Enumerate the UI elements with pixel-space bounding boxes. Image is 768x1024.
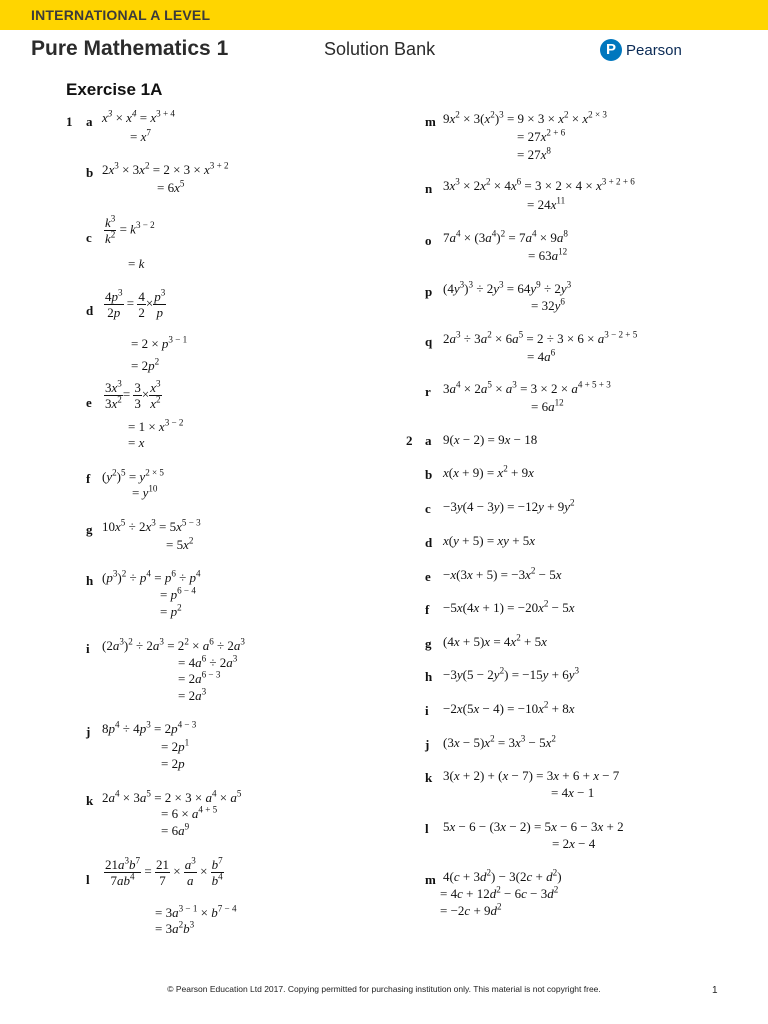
part-label-1o: o	[425, 233, 432, 248]
solution-1k-line-3: = $6a^9$	[161, 821, 190, 838]
solution-2j-line-1: $(3x - 5)x^2 = 3x^3 - 5x^2$	[443, 733, 556, 750]
part-label-1p: p	[425, 284, 433, 299]
solution-1l-line-3: = $3a^2b^3$	[155, 919, 195, 936]
solution-1d-line-1: $\frac{4p^3}{2p}$ = $\frac{4}{2}$ × $\frac{p^3}{p}$	[105, 287, 166, 320]
solution-1o-line-1: $7a^4 \times (3a^4)^2 = 7a^4 \times 9a^8$	[443, 228, 568, 245]
pearson-logo	[600, 39, 682, 61]
solution-1f-line-2: = $y^{10}$	[132, 483, 158, 500]
solution-2f-line-1: $-5x(4x + 1) = -20x^2 - 5x$	[443, 598, 575, 615]
solution-1k-line-1: $2a^4 \times 3a^5 = 2 \times 3 \times a^4 \times a^5$	[102, 788, 242, 805]
part-label-2l: l	[425, 821, 429, 836]
part-label-2m: m	[425, 872, 436, 887]
solution-1h-line-3: = $p^2$	[160, 602, 182, 619]
solution-1c-line-2: = k	[128, 256, 145, 271]
solution-1o-line-2: = $63a^{12}$	[528, 246, 568, 263]
solution-1m-line-3: = $27x^8$	[517, 145, 551, 162]
pearson-logo-icon: P	[600, 39, 622, 61]
part-label-2b: b	[425, 467, 433, 482]
solution-2a-line-1: 9(x − 2) = 9x − 18	[443, 432, 538, 447]
solution-1g-line-1: $10x^5 \div 2x^3 = 5x^{5 - 3}$	[102, 517, 201, 534]
part-label-1d: d	[86, 303, 94, 318]
solution-bank-title: Solution Bank	[324, 39, 436, 59]
solution-1a-line-1: $x^3 \times x^4 = x^{3 + 4}$	[102, 108, 175, 125]
part-label-1a: a	[86, 114, 93, 129]
part-label-1q: q	[425, 334, 433, 349]
part-label-2a: a	[425, 433, 432, 448]
solution-1d-line-3: = $2p^2$	[131, 356, 160, 373]
solution-1f-line-1: $(y^2)^5 = y^{2 \times 5}$	[102, 467, 164, 484]
solution-1l-line-2: = $3a^{3 - 1} \times b^{7 - 4}$	[155, 903, 237, 920]
solution-1l-line-1: $\frac{21a^3b^7}{7ab^4}$ = $\frac{21}{7}$ × $\frac{a^3}{a}$ × $\frac{b^7}{b^4}$	[105, 855, 223, 888]
solution-1r-line-1: $3a^4 \times 2a^5 \times a^3 = 3 \times 2 \times a^{4 + 5 + 3}$	[443, 379, 611, 396]
solution-1n-line-2: = $24x^{11}$	[527, 195, 566, 212]
part-label-1c: c	[86, 230, 92, 245]
solution-2k-line-1: 3(x + 2) + (x − 7) = 3x + 6 + x − 7	[443, 768, 620, 783]
solution-1q-line-2: = $4a^6$	[527, 347, 556, 364]
solution-1e-line-2: = $1 \times x^{3 - 2}$	[128, 417, 184, 434]
part-label-1l: l	[86, 872, 90, 887]
question-number-2: 2	[406, 433, 413, 448]
part-label-1f: f	[86, 471, 91, 486]
exercise-title: Exercise 1A	[66, 80, 163, 99]
solution-1b-line-1: $2x^3 \times 3x^2 = 2 \times 3 \times x^{3 + 2}$	[102, 160, 229, 177]
part-label-1r: r	[425, 384, 431, 399]
part-label-1g: g	[86, 522, 93, 537]
solution-1n-line-1: $3x^3 \times 2x^2 \times 4x^6 = 3 \times 2 \times 4 \times x^{3 + 2 + 6}$	[443, 176, 635, 193]
page-number: 1	[712, 985, 718, 996]
solution-2d-line-1: x(y + 5) = xy + 5x	[443, 533, 536, 548]
solution-1d-line-2: = $2 \times p^{3 - 1}$	[131, 334, 188, 351]
solution-1i-line-4: = $2a^3$	[178, 686, 207, 703]
solution-2m-line-1: $4(c + 3d^2) - 3(2c + d^2)$	[443, 867, 562, 884]
solution-1q-line-1: $2a^3 \div 3a^2 \times 6a^5 = 2 \div 3 \times 6 \times a^{3 - 2 + 5}$	[443, 329, 638, 346]
solution-2e-line-1: $-x(3x + 5) = -3x^2 - 5x$	[443, 565, 562, 582]
solution-2m-line-2: = $4c + 12d^2 - 6c - 3d^2$	[440, 884, 559, 901]
solution-2h-line-1: $-3y(5 - 2y^2) = -15y + 6y^3$	[443, 665, 580, 682]
part-label-2i: i	[425, 703, 429, 718]
part-label-2h: h	[425, 669, 433, 684]
question-number-1: 1	[66, 114, 73, 129]
solution-1j-line-2: = $2p^1$	[161, 737, 190, 754]
book-title: Pure Mathematics 1	[31, 37, 229, 60]
part-label-1i: i	[86, 641, 90, 656]
solution-2m-line-3: = $-2c + 9d^2$	[440, 901, 502, 918]
solution-1m-line-2: = $27x^{2 + 6}$	[517, 127, 566, 144]
solution-1i-line-1: $(2a^3)^2 \div 2a^3 = 2^2 \times a^6 \div 2a^3$	[102, 636, 245, 653]
part-label-1n: n	[425, 181, 433, 196]
solution-1j-line-1: $8p^4 \div 4p^3 = 2p^{4 - 3}$	[102, 719, 197, 736]
solution-2g-line-1: $(4x + 5)x = 4x^2 + 5x$	[443, 632, 547, 649]
solution-1h-line-1: $(p^3)^2 \div p^4 = p^6 \div p^4$	[102, 568, 201, 585]
solution-1k-line-2: = $6 \times a^{4 + 5}$	[161, 804, 218, 821]
solution-1i-line-2: = $4a^6 \div 2a^3$	[178, 653, 238, 670]
solution-1j-line-3: = 2p	[161, 756, 185, 771]
solution-2l-line-2: = 2x − 4	[552, 836, 596, 851]
solution-1e-line-1: $\frac{3x^3}{3x^2}$ = $\frac{3}{3}$ × $\frac{x^3}{x^2}$	[105, 378, 161, 411]
solution-2b-line-1: $x(x + 9) = x^2 + 9x$	[443, 463, 534, 480]
part-label-1j: j	[86, 724, 91, 739]
part-label-1k: k	[86, 793, 94, 808]
solution-1h-line-2: = $p^{6 - 4}$	[160, 585, 196, 602]
solution-1r-line-2: = $6a^{12}$	[531, 397, 564, 414]
solution-1b-line-2: = $6x^5$	[157, 178, 185, 195]
part-label-1m: m	[425, 114, 436, 129]
pearson-logo-text: Pearson	[626, 41, 682, 59]
part-label-2k: k	[425, 770, 433, 785]
solution-1i-line-3: = $2a^{6 - 3}$	[178, 669, 221, 686]
solution-2i-line-1: $-2x(5x - 4) = -10x^2 + 8x$	[443, 699, 575, 716]
solution-1a-line-2: = $x^7$	[130, 127, 151, 144]
solution-1g-line-2: = $5x^2$	[166, 535, 194, 552]
part-label-1e: e	[86, 395, 92, 410]
solution-1c-line-1: $\frac{k^3}{k^2}$ = $k^{3 - 2}$	[105, 213, 155, 246]
solution-1m-line-1: $9x^2 \times 3(x^2)^3 = 9 \times 3 \times x^2 \times x^{2 \times 3}$	[443, 109, 607, 126]
part-label-2g: g	[425, 636, 432, 651]
part-label-2j: j	[425, 737, 430, 752]
solution-1e-line-3: = x	[128, 435, 145, 450]
solution-2l-line-1: 5x − 6 − (3x − 2) = 5x − 6 − 3x + 2	[443, 819, 624, 834]
part-label-2c: c	[425, 501, 431, 516]
solution-1p-line-2: = $32y^6$	[531, 296, 565, 313]
solution-2c-line-1: $-3y(4 - 3y) = -12y + 9y^2$	[443, 497, 575, 514]
part-label-1b: b	[86, 165, 94, 180]
part-label-1h: h	[86, 573, 94, 588]
part-label-2f: f	[425, 602, 430, 617]
solution-2k-line-2: = 4x − 1	[551, 785, 595, 800]
part-label-2d: d	[425, 535, 433, 550]
footer-copyright: © Pearson Education Ltd 2017. Copying permitted for purchasing institution only. This material is not copyright free.	[167, 984, 601, 994]
solution-1p-line-1: $(4y^3)^3 \div 2y^3 = 64y^9 \div 2y^3$	[443, 279, 572, 296]
header-band-text: INTERNATIONAL A LEVEL	[31, 7, 211, 23]
part-label-2e: e	[425, 569, 431, 584]
